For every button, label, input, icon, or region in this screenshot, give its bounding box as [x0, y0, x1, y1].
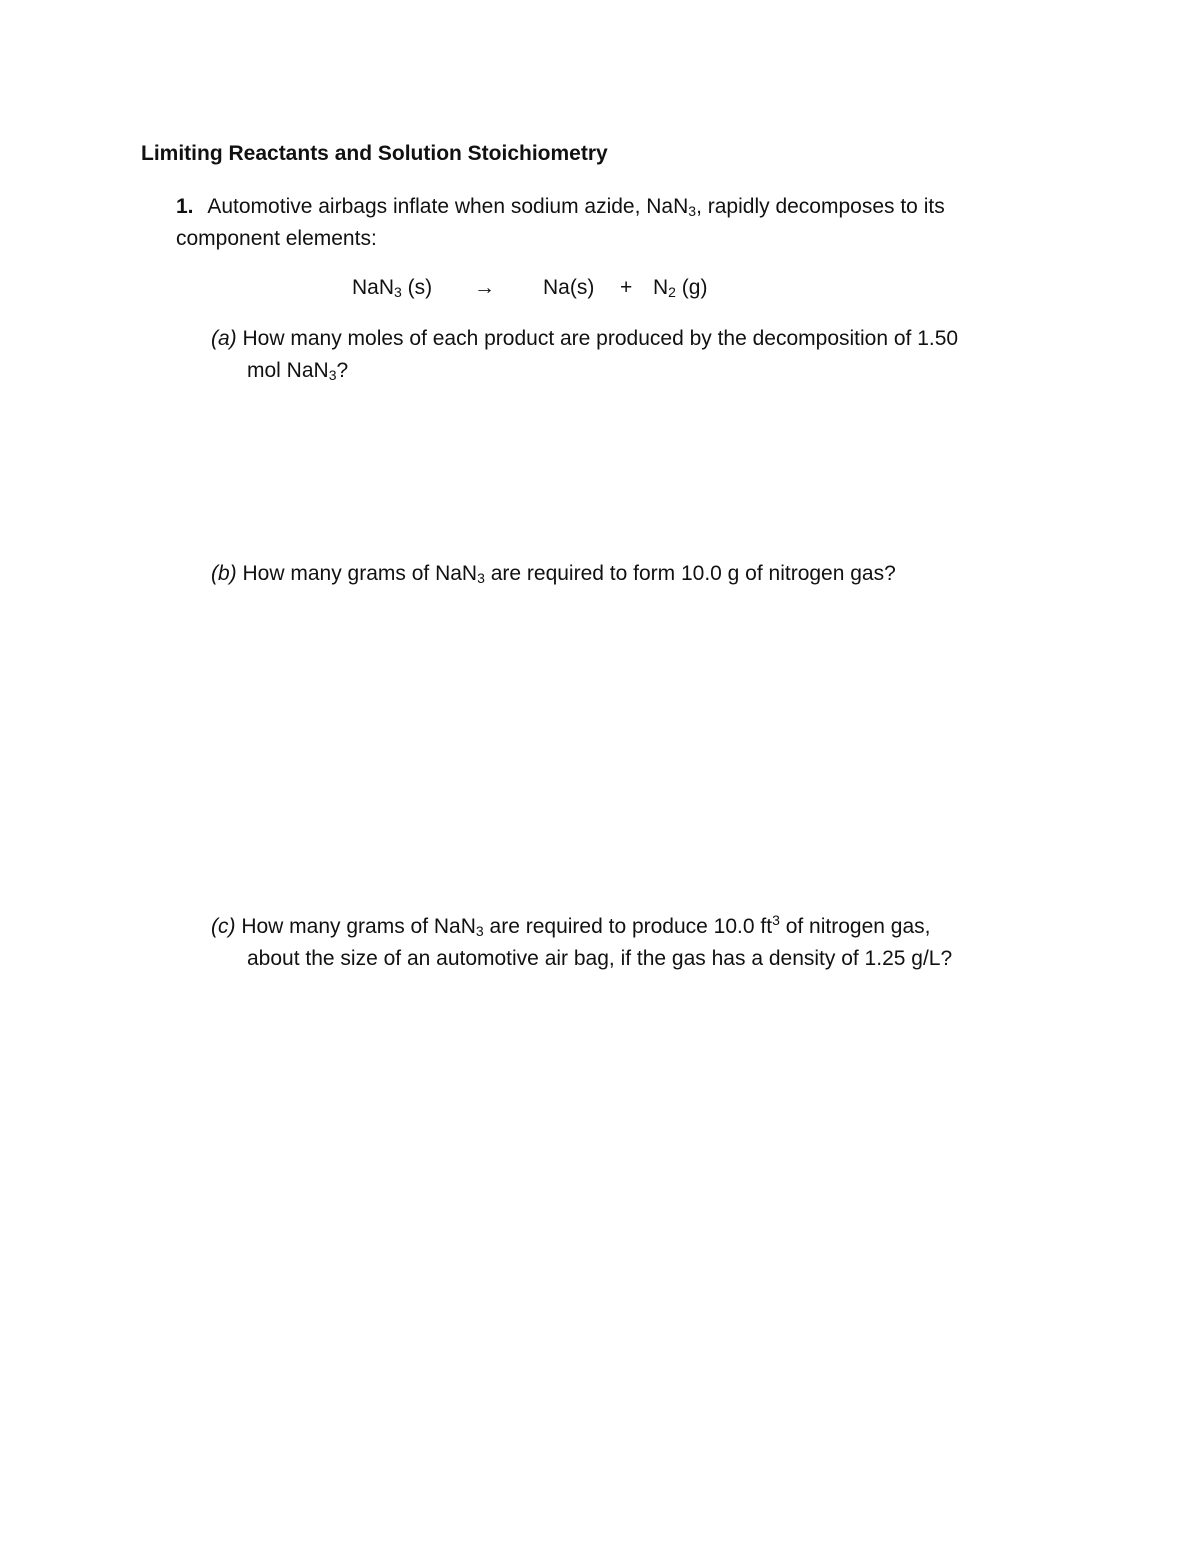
part-a-line2 [247, 355, 348, 387]
reactant-formula: NaN [352, 276, 395, 299]
question-number: 1. [176, 195, 194, 218]
intro-subscript: 3 [688, 203, 697, 219]
equation-reactant [352, 276, 432, 300]
equation-product-1: Na(s) [543, 276, 595, 299]
part-a-text: How many moles of each product are produced by the decomposition of 1.50 [236, 327, 959, 350]
equation-plus: + [620, 276, 633, 299]
part-c-superscript: 3 [772, 912, 780, 928]
part-a-question-mark: ? [336, 359, 349, 382]
product-2-state: (g) [675, 276, 708, 299]
question-1-intro [176, 191, 945, 223]
part-a-subscript: 3 [328, 367, 337, 383]
part-a-label: (a) [211, 327, 237, 350]
product-2-formula: N [653, 276, 669, 299]
equation-product-2 [653, 276, 707, 300]
product-2-subscript: 2 [668, 284, 676, 300]
part-c-label: (c) [211, 915, 236, 938]
part-c-text: How many grams of NaN [235, 915, 476, 938]
part-b-text: How many grams of NaN [236, 562, 478, 585]
part-a-line1 [211, 323, 958, 355]
part-c-line2: about the size of an automotive air bag, if the gas has a density of 1.25 g/L? [247, 947, 953, 970]
part-c-subscript: 3 [475, 923, 484, 939]
reaction-arrow: → [474, 276, 495, 299]
part-b-subscript: 3 [477, 570, 485, 586]
reactant-state: (s) [401, 276, 433, 299]
part-a-line2-text: mol NaN [247, 359, 329, 382]
part-b-text-cont: are required to form 10.0 g of nitrogen gas? [484, 562, 896, 585]
part-c-text-mid: are required to produce 10.0 ft [483, 915, 773, 938]
reactant-subscript: 3 [394, 284, 402, 300]
intro-text-cont: , rapidly decomposes to its [696, 195, 945, 218]
part-b-line [211, 558, 896, 590]
part-b-label: (b) [211, 562, 237, 585]
intro-text: Automotive airbags inflate when sodium azide, NaN [207, 195, 689, 218]
part-c-line1 [211, 911, 930, 943]
part-c-text-end: of nitrogen gas, [779, 915, 931, 938]
page-title: Limiting Reactants and Solution Stoichiometry [141, 142, 608, 165]
question-1-intro-line2: component elements: [176, 227, 377, 250]
